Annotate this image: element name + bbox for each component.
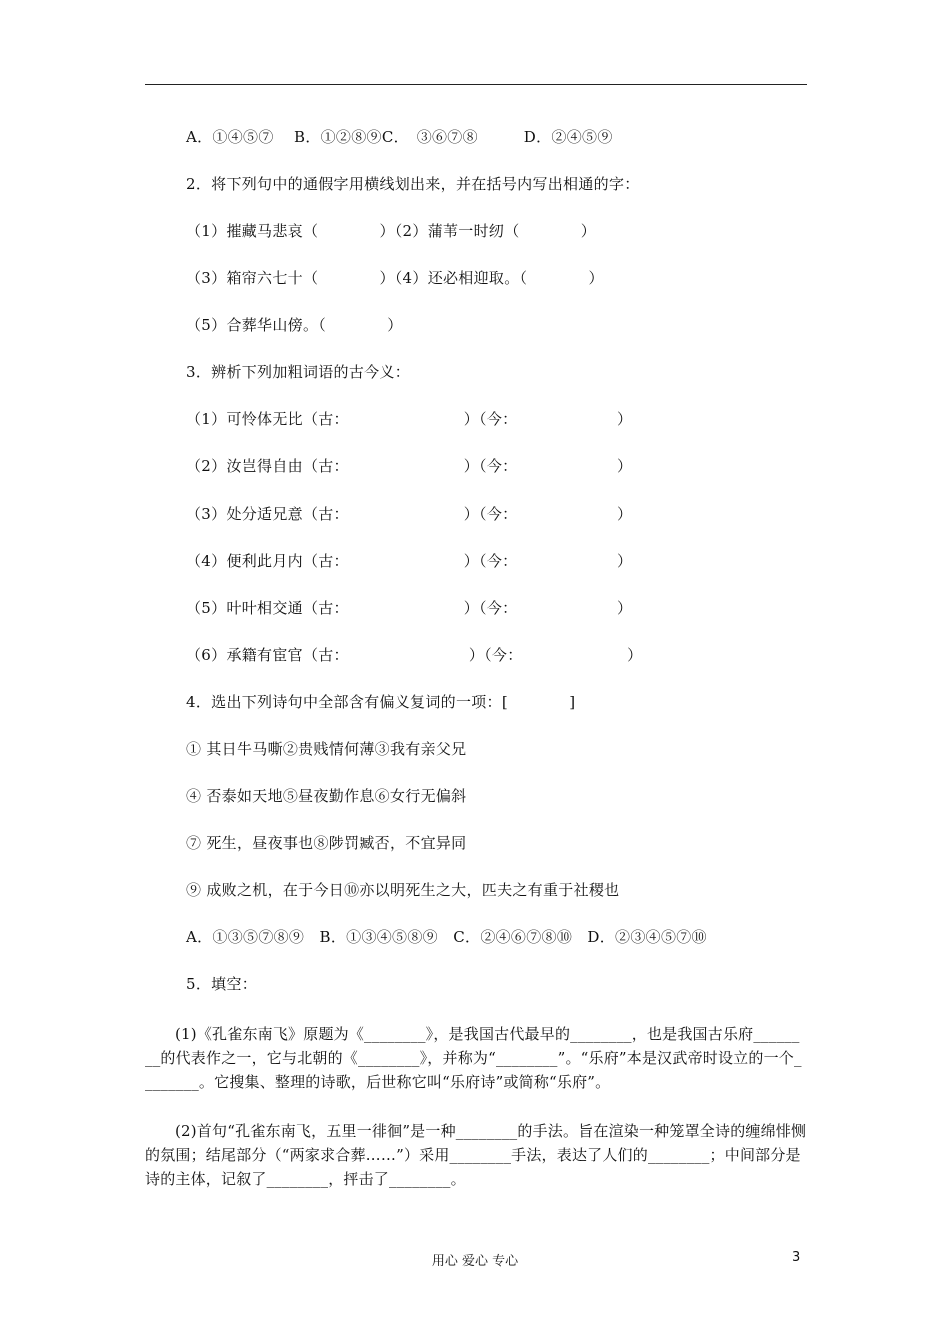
q5-title: 5．填空： bbox=[186, 975, 258, 993]
header-rule bbox=[145, 84, 807, 85]
page-number: 3 bbox=[792, 1250, 801, 1265]
q2-row-1: （1）摧藏马悲哀（ ）（2）蒲苇一时纫（ ） bbox=[186, 222, 596, 240]
q4-row-3: ⑦ 死生，昼夜事也⑧陟罚臧否，不宜异同 bbox=[186, 834, 467, 852]
q3-row-2: （2）汝岂得自由（古： ）（今： ） bbox=[186, 457, 633, 475]
q4-row-4: ⑨ 成败之机，在于今日⑩亦以明死生之大，匹夫之有重于社稷也 bbox=[186, 881, 620, 899]
q3-row-6: （6）承籍有宦官（古： ）（今： ） bbox=[186, 646, 643, 664]
q4-row-1: ① 其日牛马嘶②贵贱情何薄③我有亲父兄 bbox=[186, 740, 467, 758]
q2-row-3: （5）合葬华山傍。（ ） bbox=[186, 316, 403, 334]
q3-title: 3．辨析下列加粗词语的古今义： bbox=[186, 363, 411, 381]
q1-options: A．①④⑤⑦ B．①②⑧⑨C． ③⑥⑦⑧ D．②④⑤⑨ bbox=[186, 128, 613, 146]
q3-row-4: （4）便利此月内（古： ）（今： ） bbox=[186, 552, 633, 570]
q5-paragraph-1-text: (1)《孔雀东南飞》原题为《________》，是我国古代最早的________，也是我国古乐府________的代表作之一，它与北朝的《________》，并称为“________”。“乐府”本是汉武帝时设立的一个________。它搜集、整理的诗歌，后世称它叫“乐府诗”或简称“乐府”。 bbox=[145, 1025, 802, 1091]
q5-paragraph-1 bbox=[145, 1022, 807, 1094]
q3-row-5: （5）叶叶相交通（古： ）（今： ） bbox=[186, 599, 633, 617]
q2-title: 2．将下列句中的通假字用横线划出来，并在括号内写出相通的字： bbox=[186, 175, 640, 193]
q2-row-2: （3）箱帘六七十（ ）（4）还必相迎取。（ ） bbox=[186, 269, 604, 287]
q4-title: 4．选出下列诗句中全部含有偏义复词的一项：[ ] bbox=[186, 693, 576, 711]
q3-row-3: （3）处分适兄意（古： ）（今： ） bbox=[186, 505, 633, 523]
q5-paragraph-2 bbox=[145, 1119, 807, 1191]
q5-paragraph-2-text: (2)首句“孔雀东南飞，五里一徘徊”是一种________的手法。旨在渲染一种笼罩全诗的缠绵悱恻的氛围；结尾部分（“两家求合葬……”）采用________手法，表达了人们的________；中间部分是诗的主体，记叙了________，抨击了________。 bbox=[145, 1122, 807, 1188]
q3-row-1: （1）可怜体无比（古： ）（今： ） bbox=[186, 410, 633, 428]
q4-options: A．①③⑤⑦⑧⑨ B．①③④⑤⑧⑨ C．②④⑥⑦⑧⑩ D．②③④⑤⑦⑩ bbox=[186, 928, 707, 946]
q4-row-2: ④ 否泰如天地⑤昼夜勤作息⑥女行无偏斜 bbox=[186, 787, 467, 805]
footer-text: 用心 爱心 专心 bbox=[431, 1254, 519, 1269]
